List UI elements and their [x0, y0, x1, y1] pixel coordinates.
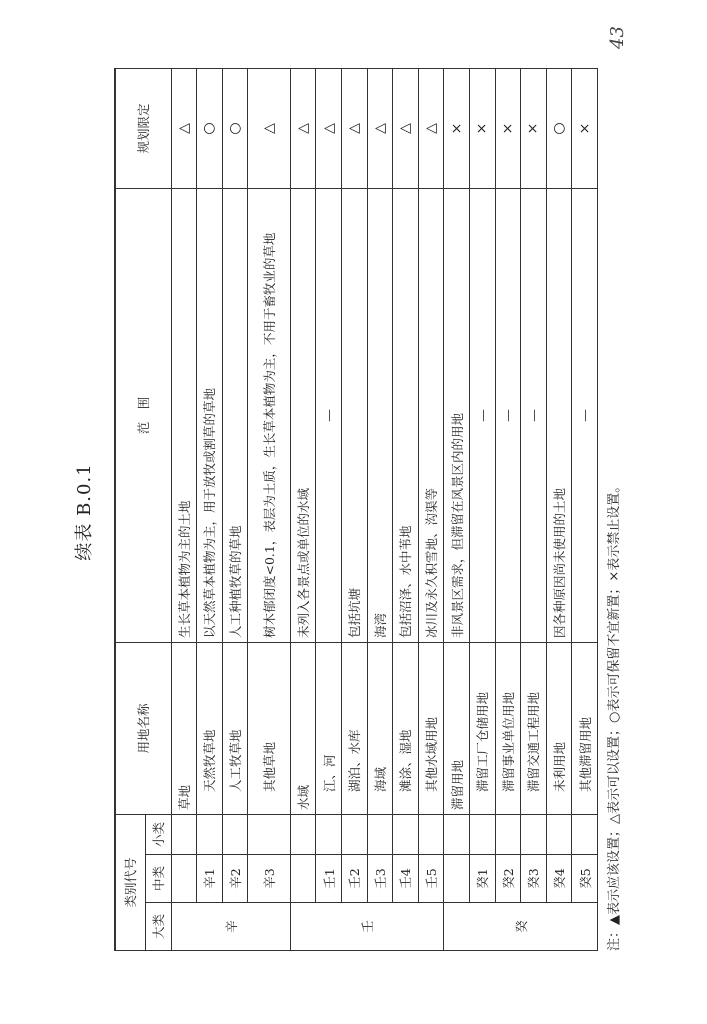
- minor-class-cell: [222, 815, 248, 855]
- land-name-cell: 滩涂、湿地: [393, 643, 419, 815]
- scope-cell: —: [469, 189, 495, 643]
- limit-cell: ○: [197, 69, 223, 189]
- mid-class-cell: 辛1: [197, 855, 223, 903]
- major-class-cell: 壬: [290, 903, 443, 951]
- land-name-cell: 滞留工厂仓储用地: [469, 643, 495, 815]
- minor-class-cell: [290, 815, 316, 855]
- limit-cell: △: [418, 69, 444, 189]
- scope-cell: 冰川及永久积雪地、沟渠等: [418, 189, 444, 643]
- table-body: [171, 69, 598, 951]
- limit-cell: ×: [521, 69, 547, 189]
- land-name-cell: 水域: [290, 643, 316, 815]
- table-row: [469, 69, 495, 951]
- legend-note: 注：▲表示应该设置；△表示可以设置；○表示可保留不宜新置；×表示禁止设置。: [607, 479, 622, 951]
- minor-class-cell: [342, 815, 368, 855]
- minor-class-cell: [521, 815, 547, 855]
- land-name-cell: 海域: [367, 643, 393, 815]
- table-row: [393, 69, 419, 951]
- limit-cell: △: [367, 69, 393, 189]
- scope-cell: —: [572, 189, 598, 643]
- minor-class-cell: [495, 815, 521, 855]
- minor-class-cell: [316, 815, 342, 855]
- table-row: [444, 69, 470, 951]
- limit-cell: △: [171, 69, 197, 189]
- mid-class-cell: [444, 855, 470, 903]
- minor-class-cell: [248, 815, 291, 855]
- table-row: [342, 69, 368, 951]
- minor-class-cell: [444, 815, 470, 855]
- land-name-cell: 滞留事业单位用地: [495, 643, 521, 815]
- mid-class-cell: 辛3: [248, 855, 291, 903]
- header-scope: 范 围: [115, 189, 171, 643]
- mid-class-cell: 癸5: [572, 855, 598, 903]
- limit-cell: ○: [222, 69, 248, 189]
- mid-class-cell: 壬5: [418, 855, 444, 903]
- table-row: [222, 69, 248, 951]
- limit-cell: ×: [495, 69, 521, 189]
- scope-cell: 因各种原因尚未使用的土地: [546, 189, 572, 643]
- minor-class-cell: [197, 815, 223, 855]
- scope-cell: —: [316, 189, 342, 643]
- scope-cell: 包括沼泽、水中苇地: [393, 189, 419, 643]
- table-row: [316, 69, 342, 951]
- major-class-cell: 辛: [171, 903, 290, 951]
- scope-cell: 生长草本植物为主的土地: [171, 189, 197, 643]
- mid-class-cell: 壬4: [393, 855, 419, 903]
- minor-class-cell: [171, 815, 197, 855]
- table-row: [290, 69, 316, 951]
- header-limit: 规划限定: [115, 69, 171, 189]
- land-name-cell: 其他水域用地: [418, 643, 444, 815]
- scope-cell: 树木郁闭度<0.1，表层为土质，生长草本植物为主，不用于畜牧业的草地: [248, 189, 291, 643]
- scope-cell: —: [495, 189, 521, 643]
- mid-class-cell: 辛2: [222, 855, 248, 903]
- table-row: [546, 69, 572, 951]
- mid-class-cell: 壬1: [316, 855, 342, 903]
- land-name-cell: 人工牧草地: [222, 643, 248, 815]
- limit-cell: ○: [546, 69, 572, 189]
- land-name-cell: 其他草地: [248, 643, 291, 815]
- header-mid: 中类: [145, 855, 171, 903]
- header-name: 用地名称: [115, 643, 171, 815]
- mid-class-cell: 癸3: [521, 855, 547, 903]
- limit-cell: △: [290, 69, 316, 189]
- header-code: 类别代号: [115, 815, 145, 951]
- table-row: [248, 69, 291, 951]
- scope-cell: 未列入各景点或单位的水域: [290, 189, 316, 643]
- table-row: [197, 69, 223, 951]
- minor-class-cell: [367, 815, 393, 855]
- table-row: [171, 69, 197, 951]
- limit-cell: △: [342, 69, 368, 189]
- scope-cell: 非风景区需求，但滞留在风景区内的用地: [444, 189, 470, 643]
- header-minor: 小类: [145, 815, 171, 855]
- scope-cell: 海湾: [367, 189, 393, 643]
- land-name-cell: 其他滞留用地: [572, 643, 598, 815]
- mid-class-cell: 壬2: [342, 855, 368, 903]
- table-row: [367, 69, 393, 951]
- minor-class-cell: [418, 815, 444, 855]
- mid-class-cell: [290, 855, 316, 903]
- table-row: [572, 69, 598, 951]
- scope-cell: —: [521, 189, 547, 643]
- table-row: [495, 69, 521, 951]
- scope-cell: 包括坑塘: [342, 189, 368, 643]
- mid-class-cell: 癸4: [546, 855, 572, 903]
- limit-cell: ×: [469, 69, 495, 189]
- land-name-cell: 江、河: [316, 643, 342, 815]
- table-row: [521, 69, 547, 951]
- mid-class-cell: [171, 855, 197, 903]
- mid-class-cell: 癸2: [495, 855, 521, 903]
- page-number: 43: [607, 26, 628, 49]
- land-name-cell: 未利用地: [546, 643, 572, 815]
- scope-cell: 人工种植牧草的草地: [222, 189, 248, 643]
- limit-cell: △: [393, 69, 419, 189]
- limit-cell: △: [248, 69, 291, 189]
- limit-cell: △: [316, 69, 342, 189]
- header-major: 大类: [145, 903, 171, 951]
- table-row: [418, 69, 444, 951]
- mid-class-cell: 壬3: [367, 855, 393, 903]
- minor-class-cell: [393, 815, 419, 855]
- minor-class-cell: [469, 815, 495, 855]
- land-name-cell: 湖泊、水库: [342, 643, 368, 815]
- land-name-cell: 草地: [171, 643, 197, 815]
- land-name-cell: 天然牧草地: [197, 643, 223, 815]
- land-name-cell: 滞留交通工程用地: [521, 643, 547, 815]
- table-caption: 续表 B.0.1: [74, 463, 95, 561]
- land-name-cell: 滞留用地: [444, 643, 470, 815]
- mid-class-cell: 癸1: [469, 855, 495, 903]
- minor-class-cell: [572, 815, 598, 855]
- major-class-cell: 癸: [444, 903, 598, 951]
- scope-cell: 以天然草本植物为主，用于放牧或割草的草地: [197, 189, 223, 643]
- land-use-table: [114, 68, 598, 951]
- limit-cell: ×: [444, 69, 470, 189]
- minor-class-cell: [546, 815, 572, 855]
- limit-cell: ×: [572, 69, 598, 189]
